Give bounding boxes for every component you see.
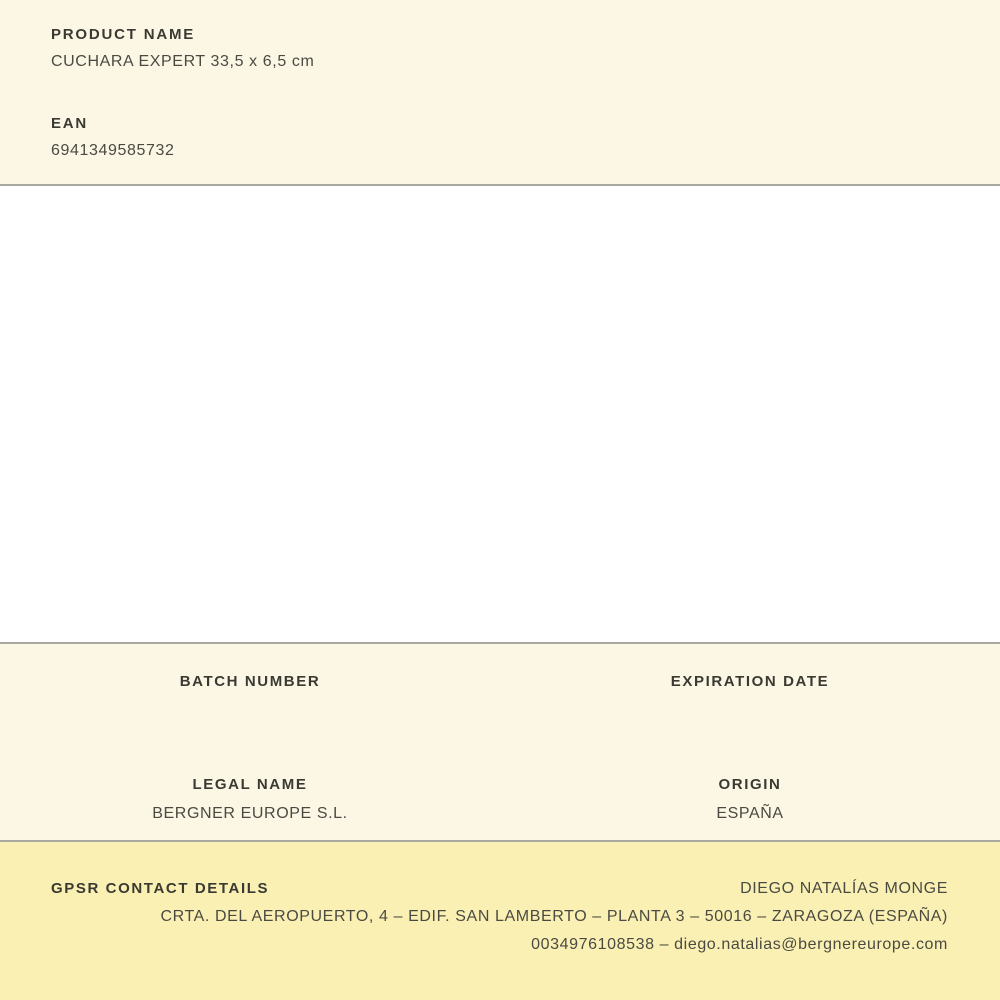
contact-phone-email: 0034976108538 – diego.natalias@bergnereurope.com xyxy=(531,936,948,953)
origin-value: ESPAÑA xyxy=(716,805,784,822)
batch-field xyxy=(0,673,500,720)
details-section xyxy=(0,644,1000,842)
contact-address: CRTA. DEL AEROPUERTO, 4 – EDIF. SAN LAMBERTO – PLANTA 3 – 50016 – ZARAGOZA (ESPAÑA) xyxy=(160,908,948,925)
product-name-value: CUCHARA EXPERT 33,5 x 6,5 cm xyxy=(51,53,315,70)
product-name-label: PRODUCT NAME xyxy=(51,26,196,43)
ean-value: 6941349585732 xyxy=(51,142,175,159)
product-name-field xyxy=(51,26,949,71)
contact-person-name: DIEGO NATALÍAS MONGE xyxy=(740,880,948,897)
product-image-area xyxy=(0,186,1000,644)
expiration-field xyxy=(500,673,1000,720)
origin-field xyxy=(500,776,1000,823)
legal-name-field xyxy=(0,776,500,823)
ean-field xyxy=(51,115,949,160)
legal-name-value: BERGNER EUROPE S.L. xyxy=(152,805,348,822)
details-row-batch-expiration xyxy=(0,673,1000,720)
batch-number-label: BATCH NUMBER xyxy=(179,673,321,690)
details-row-legal-origin xyxy=(0,776,1000,823)
expiration-date-value xyxy=(500,702,1000,720)
expiration-date-label: EXPIRATION DATE xyxy=(670,673,830,690)
origin-label: ORIGIN xyxy=(718,776,782,793)
gpsr-contact-section xyxy=(0,842,1000,1000)
legal-name-label: LEGAL NAME xyxy=(192,776,308,793)
batch-number-value xyxy=(0,702,500,720)
ean-label: EAN xyxy=(51,115,89,132)
gpsr-contact-heading: GPSR CONTACT DETAILS xyxy=(51,880,270,897)
product-header-section xyxy=(0,0,1000,186)
contact-heading-row xyxy=(51,880,948,898)
